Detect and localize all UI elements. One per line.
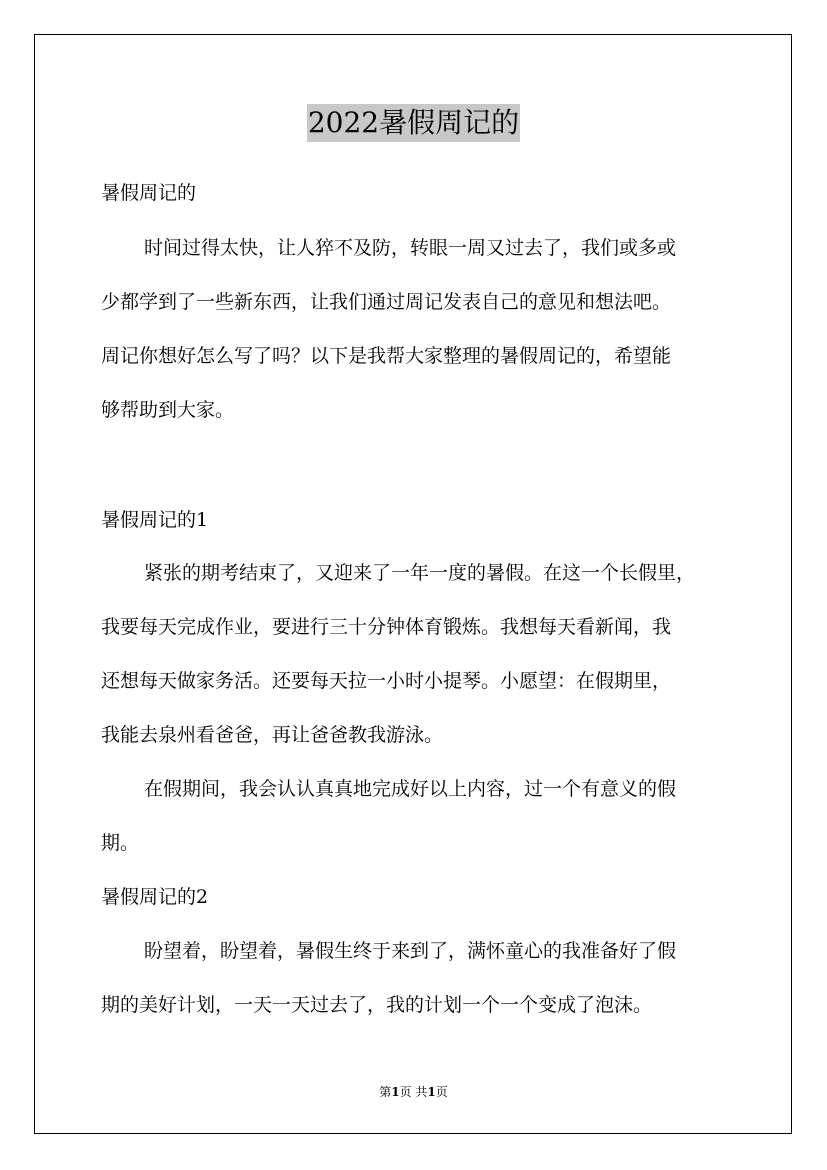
paragraph-line: 紧张的期考结束了，又迎来了一年一度的暑假。在这一个长假里，	[144, 562, 696, 584]
paragraph-line: 期。	[101, 832, 140, 854]
paragraph-line: 期的美好计划，一天一天过去了，我的计划一个一个变成了泡沫。	[101, 994, 653, 1016]
section-heading: 暑假周记的2	[101, 886, 209, 908]
footer-label: 第	[379, 1085, 392, 1099]
page-footer	[0, 1084, 827, 1100]
paragraph-line: 盼望着，盼望着，暑假生终于来到了，满怀童心的我准备好了假	[144, 940, 677, 962]
current-page-number: 1	[391, 1085, 400, 1099]
paragraph-line: 时间过得太快，让人猝不及防，转眼一周又过去了，我们或多或	[144, 237, 677, 259]
paragraph-line: 我要每天完成作业，要进行三十分钟体育锻炼。我想每天看新闻，我	[101, 616, 672, 638]
paragraph-line: 我能去泉州看爸爸，再让爸爸教我游泳。	[101, 724, 444, 746]
title-container	[0, 104, 827, 142]
section-heading: 暑假周记的1	[101, 509, 209, 531]
section-heading: 暑假周记的	[101, 182, 197, 204]
paragraph-line: 少都学到了一些新东西，让我们通过周记发表自己的意见和想法吧。	[101, 291, 672, 313]
paragraph-line: 够帮助到大家。	[101, 399, 235, 421]
paragraph-line: 在假期间，我会认认真真地完成好以上内容，过一个有意义的假	[144, 778, 677, 800]
total-page-number: 1	[427, 1085, 436, 1099]
paragraph-line: 周记你想好怎么写了吗？以下是我帮大家整理的暑假周记的，希望能	[101, 345, 672, 367]
footer-label: 页	[435, 1085, 448, 1099]
document-title: 2022暑假周记的	[307, 104, 520, 142]
footer-label: 页 共	[399, 1085, 428, 1099]
paragraph-line: 还想每天做家务活。还要每天拉一小时小提琴。小愿望：在假期里，	[101, 670, 672, 692]
